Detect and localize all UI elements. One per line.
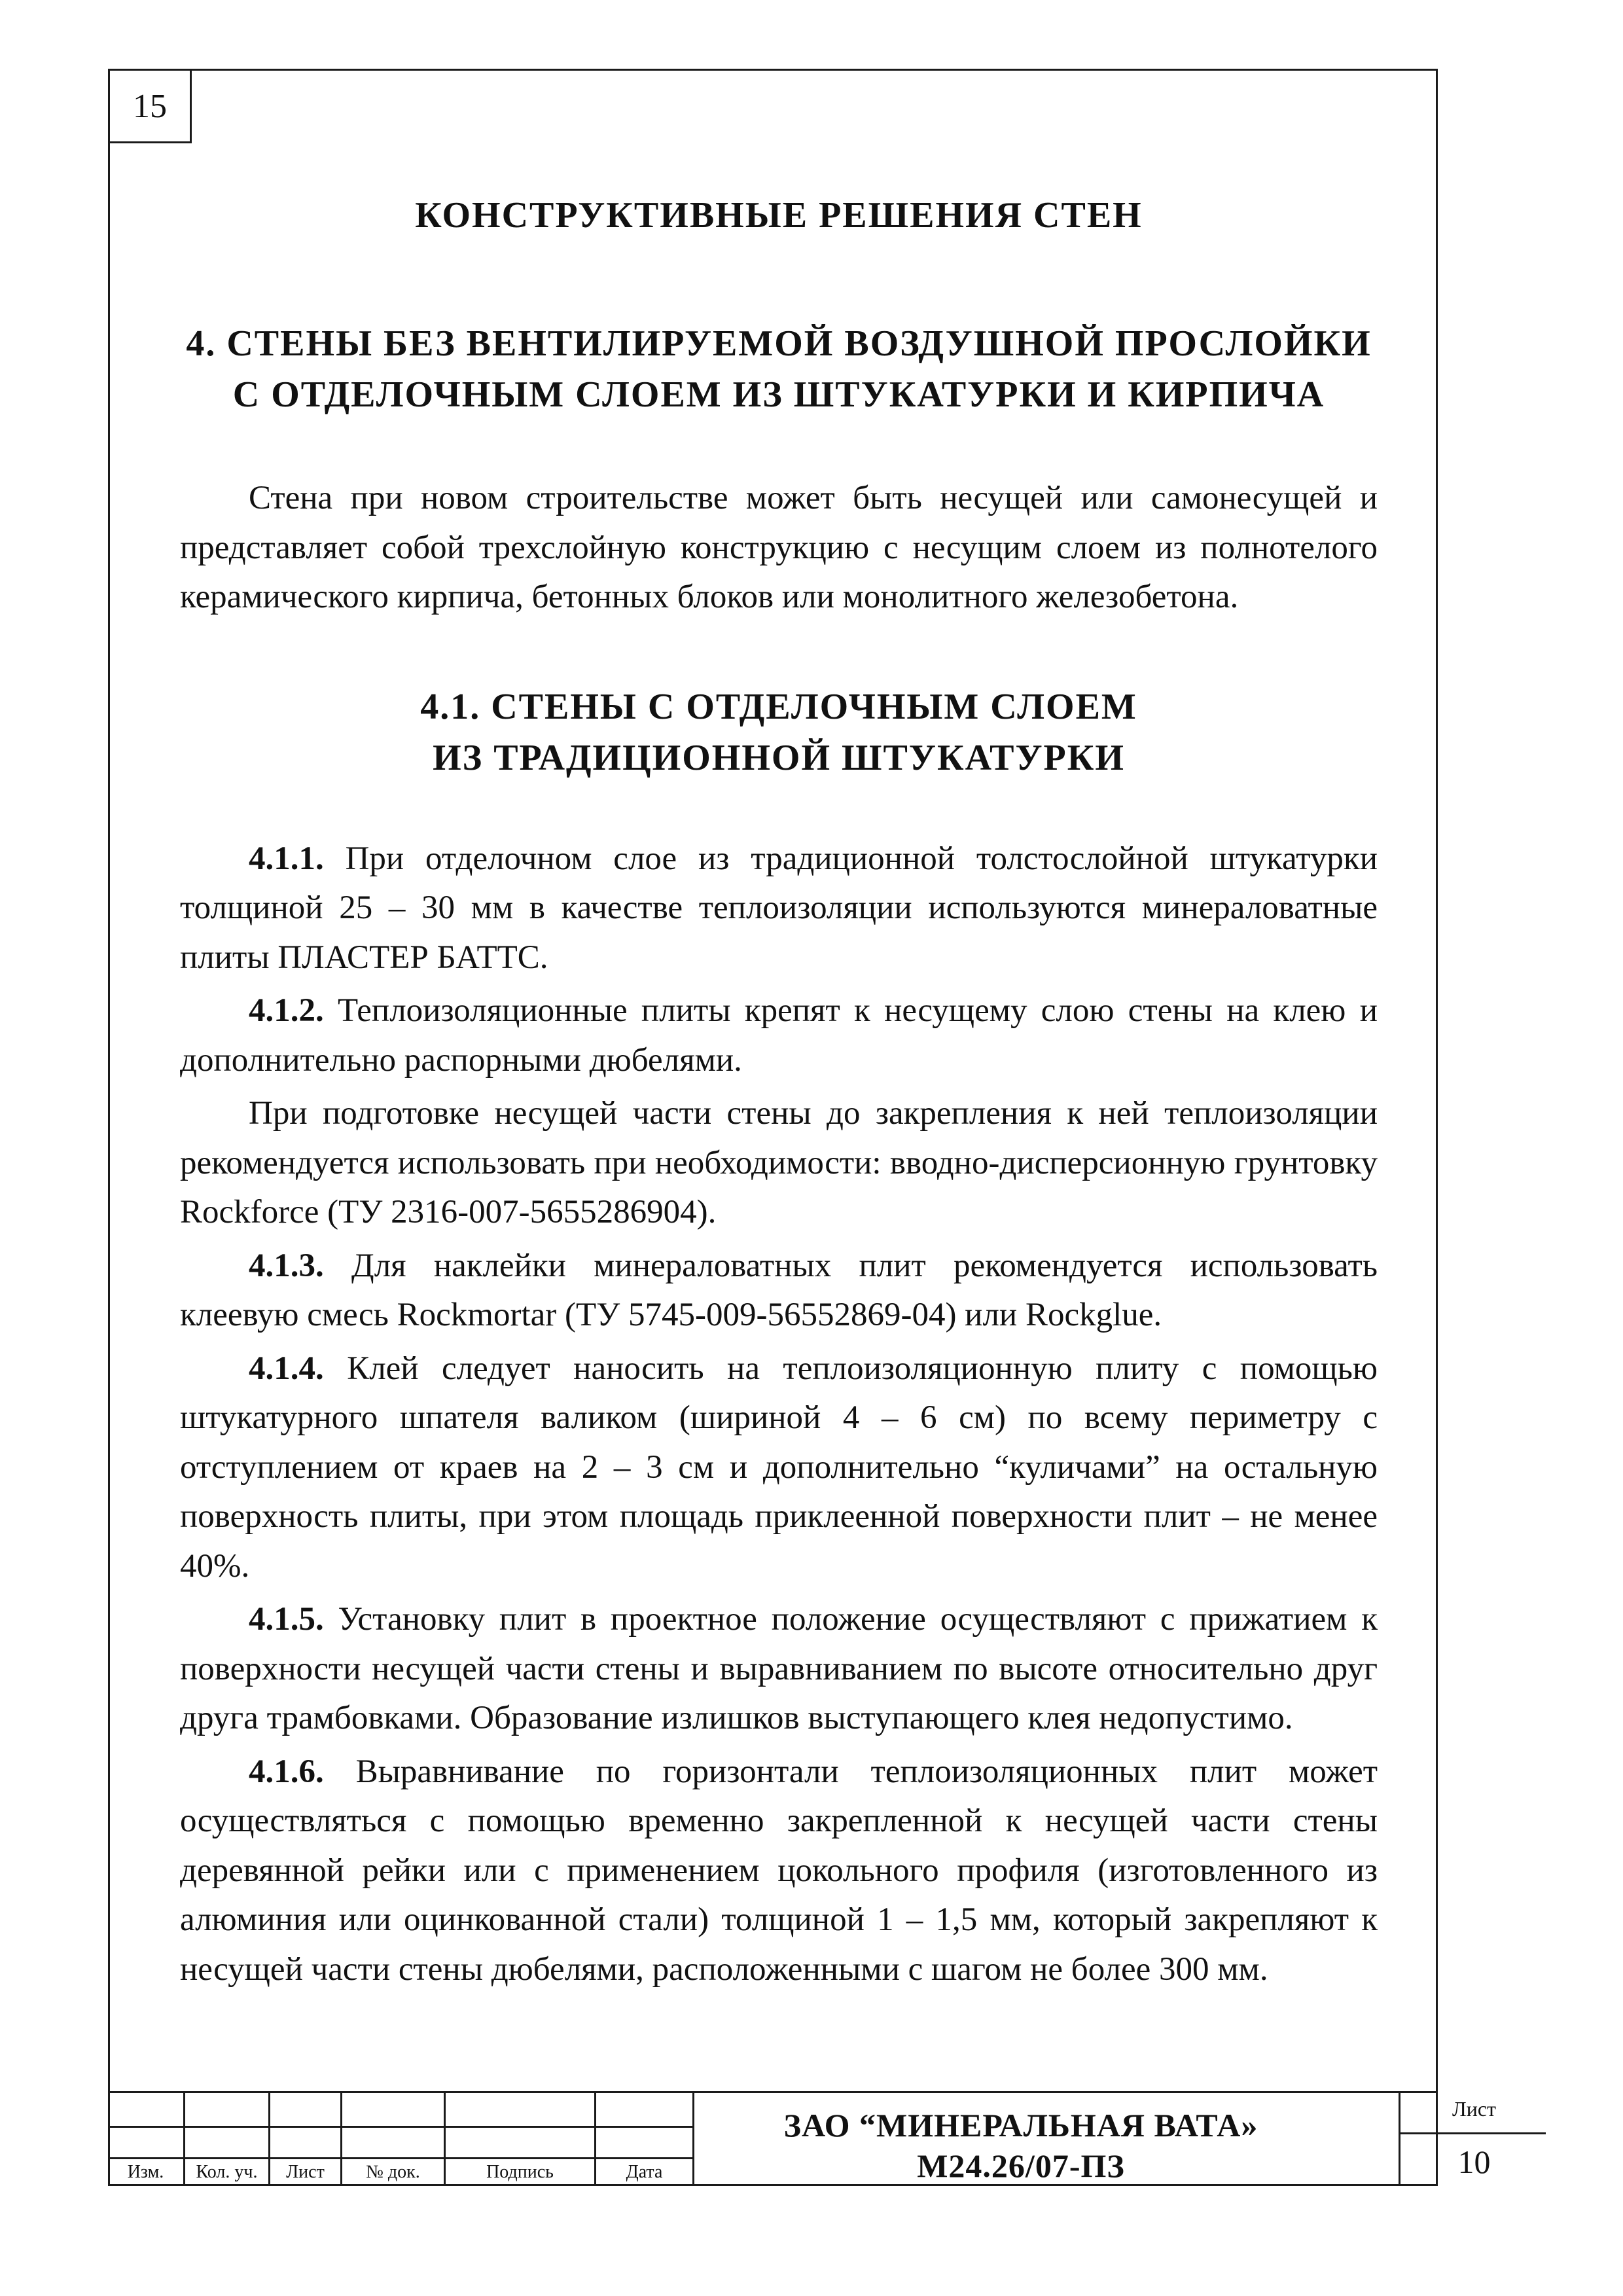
col-label-count: Кол. уч. <box>196 2162 258 2182</box>
paragraph-number: 4.1.3. <box>249 1247 324 1284</box>
paragraph-text: Клей следует наносить на теплоизоляционную плиту с помощью штукатурного шпателя валиком (шириной 4 – 6 см) по всему периметру с отступлением от краев на 2 – 3 см и дополнительно “куличами” на остальную поверхность плиты, при этом площадь приклеенной поверхности плит – не менее 40%. <box>180 1350 1378 1585</box>
paragraph-number: 4.1.6. <box>249 1753 324 1790</box>
grid-line <box>1399 2132 1546 2134</box>
title-block <box>108 2091 1496 2186</box>
paragraph-4-1-2 <box>180 986 1378 1085</box>
document-body <box>180 190 1378 1998</box>
paragraph-4-1-4 <box>180 1344 1378 1592</box>
section-heading <box>180 318 1378 420</box>
subsection-heading <box>180 681 1378 783</box>
sheet-number: 10 <box>1457 2144 1491 2180</box>
col-label-sheet: Лист <box>286 2162 325 2182</box>
col-label-signature: Подпись <box>486 2162 554 2182</box>
intro-paragraph: Стена при новом строительстве может быть несущей или самонесущей и представляет собой трехслойную конструкцию с несущим слоем из полнотелого керамического кирпича, бетонных блоков или монолитного железобетона. <box>180 480 1378 615</box>
col-label-date: Дата <box>626 2162 663 2182</box>
paragraph-4-1-6 <box>180 1748 1378 1995</box>
paragraph-text: При отделочном слое из традиционной толстослойной штукатурки толщиной 25 – 30 мм в качестве теплоизоляции используются минераловатные плиты ПЛАСТЕР БАТТС. <box>180 840 1378 976</box>
grid-line <box>108 2126 694 2128</box>
paragraph-number: 4.1.2. <box>249 992 324 1029</box>
paragraph-4-1-3 <box>180 1242 1378 1340</box>
paragraph-number: 4.1.4. <box>249 1350 324 1387</box>
subsection-heading-line-2: ИЗ ТРАДИЦИОННОЙ ШТУКАТУРКИ <box>433 737 1125 778</box>
main-heading: КОНСТРУКТИВНЫЕ РЕШЕНИЯ СТЕН <box>415 195 1143 236</box>
company-block <box>694 2105 1348 2186</box>
sheet-label: Лист <box>1452 2097 1496 2121</box>
paragraph-text: Для наклейки минераловатных плит рекомендуется использовать клеевую смесь Rockmortar (ТУ 5745-009-56552869-04) или Rockglue. <box>180 1247 1378 1333</box>
col-label-change: Изм. <box>127 2162 164 2182</box>
subsection-heading-line-1: 4.1. СТЕНЫ С ОТДЕЛОЧНЫМ СЛОЕМ <box>420 686 1137 727</box>
section-heading-line-2: С ОТДЕЛОЧНЫМ СЛОЕМ ИЗ ШТУКАТУРКИ И КИРПИЧА <box>232 374 1325 415</box>
paragraph-text: При подготовке несущей части стены до закрепления к ней теплоизоляции рекомендуется использовать при необходимости: вводно-дисперсионную грунтовку Rockforce (ТУ 2316-007-5655286904). <box>180 1095 1378 1230</box>
paragraph-number: 4.1.5. <box>249 1601 324 1638</box>
paragraph-text: Выравнивание по горизонтали теплоизоляционных плит может осуществляться с помощью временно закрепленной к несущей части стены деревянной рейки или с применением цокольного профиля (изготовленного из алюминия или оцинкованной стали) толщиной 1 – 1,5 мм, который закрепляют к несущей части стены дюбелями, расположенными с шагом не более 300 мм. <box>180 1753 1378 1988</box>
paragraph-number: 4.1.1. <box>249 840 324 877</box>
company-name: ЗАО “МИНЕРАЛЬНАЯ ВАТА» <box>783 2107 1258 2144</box>
paragraph-4-1-5 <box>180 1595 1378 1744</box>
col-label-doc-number: № док. <box>366 2162 420 2182</box>
paragraph-text: Теплоизоляционные плиты крепят к несущему слою стены на клею и дополнительно распорными дюбелями. <box>180 992 1378 1079</box>
corner-page-number <box>108 69 192 143</box>
paragraph-4-1-1 <box>180 834 1378 983</box>
section-heading-line-1: 4. СТЕНЫ БЕЗ ВЕНТИЛИРУЕМОЙ ВОЗДУШНОЙ ПРОСЛОЙКИ <box>186 323 1372 364</box>
paragraph-primer <box>180 1089 1378 1238</box>
corner-page-number-text: 15 <box>133 87 167 125</box>
document-code: М24.26/07-ПЗ <box>917 2147 1125 2184</box>
paragraph-text: Установку плит в проектное положение осуществляют с прижатием к поверхности несущей части стены и выравниванием по высоте относительно друг друга трамбовками. Образование излишков выступающего клея недопустимо. <box>180 1601 1378 1736</box>
